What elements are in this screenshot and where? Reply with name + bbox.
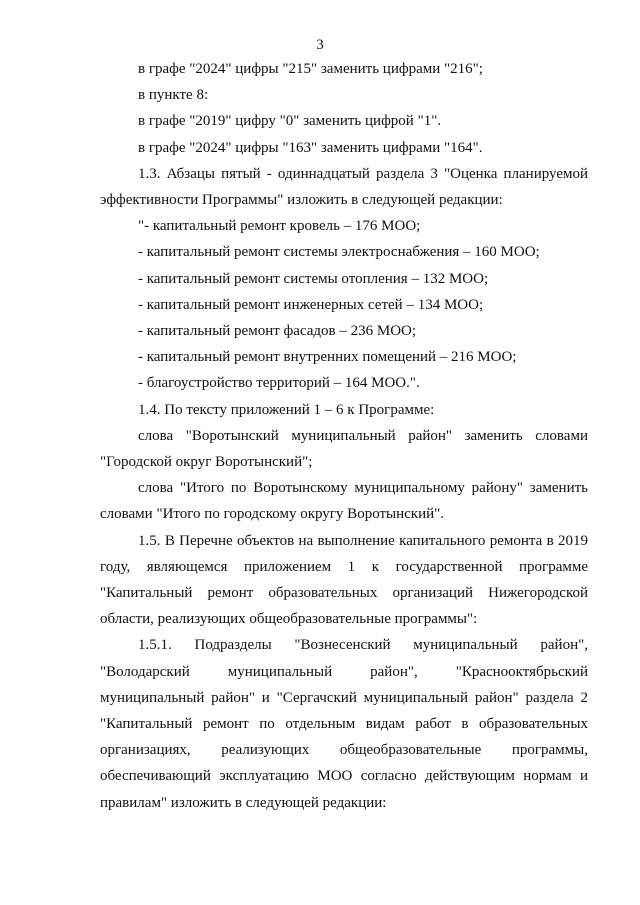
- paragraph-item-8: в пункте 8:: [138, 87, 209, 104]
- list-item-electric: - капитальный ремонт системы электроснабжения – 160 МОО;: [138, 244, 540, 261]
- list-item-facades: - капитальный ремонт фасадов – 236 МОО;: [138, 323, 417, 340]
- list-item-heating: - капитальный ремонт системы отопления – 132 МОО;: [138, 270, 489, 287]
- paragraph-1-3: 1.3. Абзацы пятый - одиннадцатый раздела 3 "Оценка планируемой эффективности Программы" изложить в следующей редакции:: [100, 165, 588, 209]
- paragraph-graph-2024-163: в графе "2024" цифры "163" заменить цифрами "164".: [138, 139, 483, 156]
- document-body: [100, 56, 588, 816]
- paragraph-1-4: 1.4. По тексту приложений 1 – 6 к Программе:: [138, 401, 435, 418]
- paragraph-words-vorotynsky: слова "Воротынский муниципальный район" заменить словами "Городской округ Воротынский";: [100, 427, 588, 471]
- list-item-roofs: "- капитальный ремонт кровель – 176 МОО;: [138, 218, 421, 235]
- list-item-interiors: - капитальный ремонт внутренних помещений – 216 МОО;: [138, 349, 517, 366]
- paragraph-graph-2024-215: в графе "2024" цифры "215" заменить цифрами "216";: [138, 61, 483, 77]
- paragraph-graph-2019: в графе "2019" цифру "0" заменить цифрой "1".: [138, 113, 442, 130]
- paragraph-1-5: 1.5. В Перечне объектов на выполнение капитального ремонта в 2019 году, являющемся приложением 1 к государственной программе "Капитальный ремонт образовательных организаций Нижегородской области, реализующих общеобразовательные программы":: [100, 532, 588, 628]
- page-number: 3: [316, 37, 324, 53]
- paragraph-1-5-1: 1.5.1. Подразделы "Вознесенский муниципальный район", "Володарский муниципальный район", "Краснооктябрьский муниципальный район" и "Сергачский муниципальный район" раздела 2 "Капитальный ремонт по отдельным видам работ в образовательных организациях, реализующих общеобразовательные программы, обеспечивающий эксплуатацию МОО согласно действующим нормам и правилам" изложить в следующей редакции:: [100, 637, 588, 811]
- list-item-landscaping: - благоустройство территорий – 164 МОО.".: [138, 375, 420, 392]
- paragraph-words-itogo: слова "Итого по Воротынскому муниципальному району" заменить словами "Итого по городскому округу Воротынский".: [100, 480, 588, 523]
- list-item-engineering: - капитальный ремонт инженерных сетей – 134 МОО;: [138, 296, 484, 313]
